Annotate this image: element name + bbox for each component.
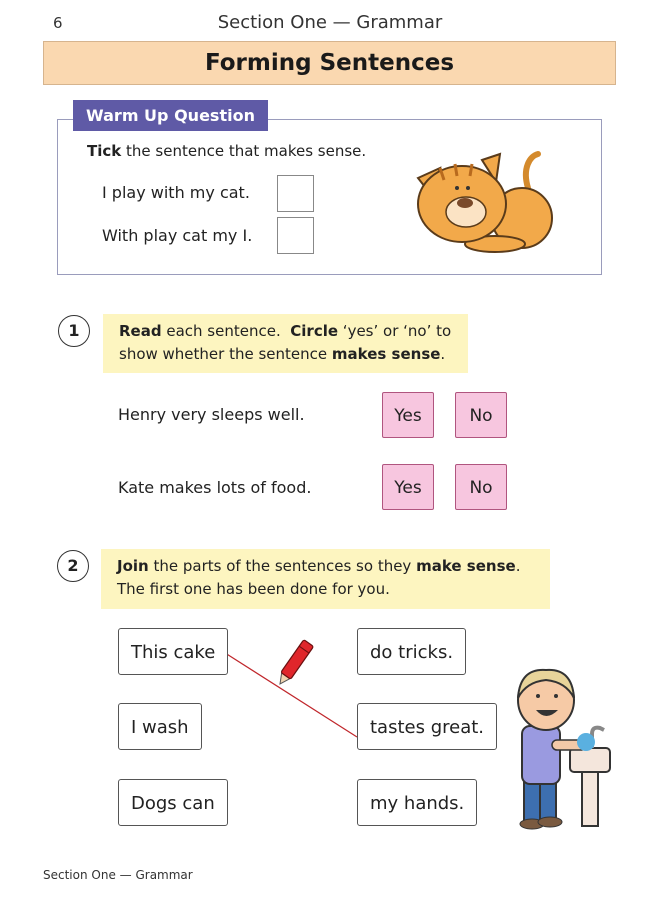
footer-section: Section One — Grammar <box>43 868 193 882</box>
instruction-text: the sentence that makes sense. <box>121 142 367 160</box>
warm-up-sentence: I play with my cat. <box>102 183 250 202</box>
page-number: 6 <box>53 14 63 32</box>
instruction-text: . <box>440 345 446 363</box>
tick-box[interactable] <box>277 217 314 254</box>
instruction-bold: Read <box>119 322 162 340</box>
sentence-end-card[interactable]: do tricks. <box>357 628 466 675</box>
instruction-bold: make sense <box>416 557 516 575</box>
no-option[interactable]: No <box>455 392 507 438</box>
instruction-text: the parts of the sentences so they <box>148 557 417 575</box>
warm-up-instruction <box>87 142 366 160</box>
sentence-start-card[interactable]: I wash <box>118 703 202 750</box>
instruction-bold: Join <box>117 557 149 575</box>
no-option[interactable]: No <box>455 464 507 510</box>
question-number: 2 <box>57 550 89 582</box>
question-number: 1 <box>58 315 90 347</box>
section-header: Section One — Grammar <box>217 12 443 33</box>
q1-sentence: Henry very sleeps well. <box>118 405 305 424</box>
sentence-end-card[interactable]: tastes great. <box>357 703 497 750</box>
yes-option[interactable]: Yes <box>382 392 434 438</box>
warm-up-tab: Warm Up Question <box>73 100 268 131</box>
join-line <box>222 651 357 737</box>
warm-up-sentence: With play cat my I. <box>102 226 253 245</box>
instruction-text: ‘yes’ or ‘no’ to <box>338 322 452 340</box>
sentence-start-card[interactable]: Dogs can <box>118 779 228 826</box>
question1-instruction <box>103 314 468 373</box>
instruction-text: . <box>515 557 521 575</box>
instruction-text: each sentence. <box>161 322 291 340</box>
sentence-start-card[interactable]: This cake <box>118 628 228 675</box>
instruction-text: The first one has been done for you. <box>117 580 390 598</box>
yes-option[interactable]: Yes <box>382 464 434 510</box>
instruction-text: show whether the sentence <box>119 345 332 363</box>
instruction-bold: makes sense <box>331 345 441 363</box>
cat-illustration <box>410 148 560 256</box>
sentence-end-card[interactable]: my hands. <box>357 779 477 826</box>
tick-box[interactable] <box>277 175 314 212</box>
instruction-bold: Tick <box>87 142 122 160</box>
instruction-bold: Circle <box>290 322 339 340</box>
q1-sentence: Kate makes lots of food. <box>118 478 312 497</box>
question2-instruction <box>101 549 550 609</box>
pencil-icon <box>275 640 314 688</box>
boy-washing-hands-illustration <box>512 668 616 833</box>
page-title: Forming Sentences <box>43 41 616 85</box>
